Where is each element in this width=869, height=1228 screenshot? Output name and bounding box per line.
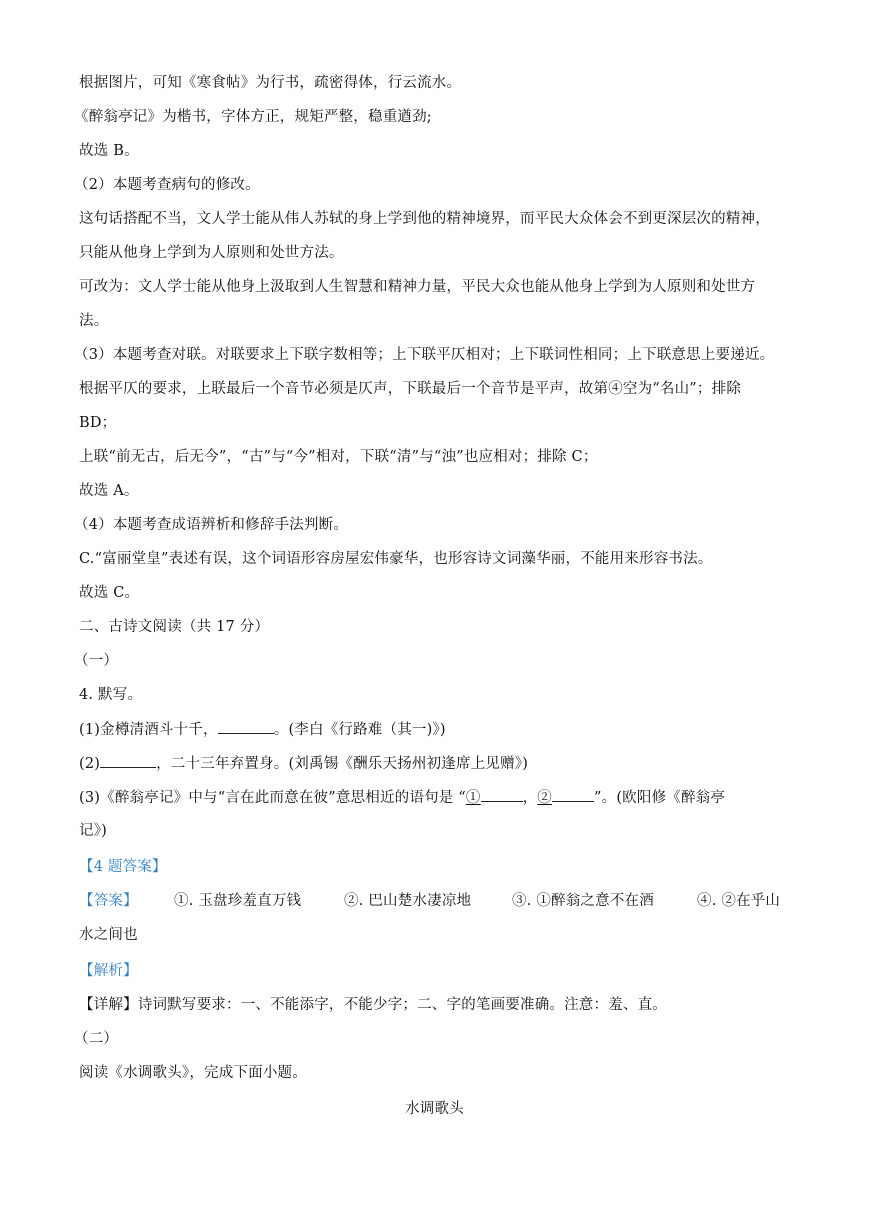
text-line: （4）本题考查成语辨析和修辞手法判断。	[74, 517, 349, 533]
detail-text: 诗词默写要求：一、不能添字，不能少字；二、字的笔画要准确。注意：羞、直。	[137, 997, 668, 1013]
question-2	[79, 753, 799, 774]
answer-item-2: ②. 巴山楚水凄凉地	[344, 893, 472, 909]
subsection-heading: （一）	[74, 653, 119, 669]
answer-item-1: ①. 玉盘珍羞直万钱	[174, 893, 302, 909]
text-line: 《醉翁亭记》为楷书，字体方正，规矩严整，稳重遒劲;	[74, 109, 432, 125]
blank-marker-2: ②	[537, 790, 552, 806]
text-line: （3）本题考查对联。对联要求上下联字数相等；上下联平仄相对；上下联词性相同；上下联意思上要递近。	[74, 347, 775, 363]
text-line: 根据平仄的要求，上联最后一个音节必须是仄声，下联最后一个音节是平声，故第④空为“名山”；排除	[79, 381, 742, 397]
question-3-text: (3)《醉翁亭记》中与“言在此而意在彼”意思相近的语句是 “	[79, 790, 466, 806]
question-1-source: 。(李白《行路难（其一)》)	[273, 722, 446, 738]
question-1-text: (1)金樽清酒斗十千，	[79, 722, 218, 738]
answer-blank	[218, 719, 274, 734]
reading-instruction: 阅读《水调歌头》，完成下面小题。	[79, 1065, 307, 1081]
blank-marker-1: ①	[465, 790, 481, 806]
answer-blank	[481, 787, 523, 802]
answer-item-3: ③. ①醉翁之意不在酒	[512, 893, 654, 909]
text-line: BD；	[79, 415, 117, 431]
question-title: 4. 默写。	[79, 687, 143, 703]
question-1	[79, 719, 799, 740]
answer-item-4: ④. ②在乎山	[697, 893, 781, 909]
question-2-number: (2)	[79, 756, 101, 772]
subsection-heading: （二）	[74, 1031, 119, 1047]
answer-section-header: 【4 题答案】	[79, 859, 167, 875]
text-line: 法。	[79, 313, 109, 329]
poem-title: 水调歌头	[405, 1101, 464, 1117]
text-line: 故选 A。	[79, 483, 139, 499]
text-line: 只能从他身上学到为人原则和处世方法。	[79, 245, 344, 261]
question-3-source: ”。(欧阳修《醉翁亭	[594, 790, 726, 806]
text-line: 故选 B。	[79, 143, 139, 159]
question-3-comma: ，	[522, 790, 538, 806]
detail-label: 【详解】	[79, 997, 138, 1013]
analysis-header: 【解析】	[79, 963, 138, 979]
text-line: 故选 C。	[79, 585, 140, 601]
answer-blank	[100, 753, 156, 768]
question-2-text: ，二十三年弃置身。(刘禹锡《酬乐天扬州初逢席上见赠》)	[156, 756, 529, 772]
answer-blank	[552, 787, 594, 802]
detail-line	[79, 995, 799, 1015]
text-line: 根据图片，可知《寒食帖》为行书，疏密得体，行云流水。	[79, 75, 462, 91]
text-line: C.“富丽堂皇”表述有误，这个词语形容房屋宏伟豪华，也形容诗文词藻华丽，不能用来形容书法。	[79, 551, 713, 567]
answer-label: 【答案】	[79, 893, 138, 909]
text-line: 上联“前无古，后无今”，“古”与“今”相对，下联“清”与“浊”也应相对；排除 C；	[79, 449, 598, 465]
answer-continuation: 水之间也	[79, 927, 138, 943]
text-line: （2）本题考查病句的修改。	[74, 177, 260, 193]
text-line: 可改为：文人学士能从他身上汲取到人生智慧和精神力量，平民大众也能从他身上学到为人原则和处世方	[79, 279, 756, 295]
section-heading: 二、古诗文阅读（共 17 分）	[79, 619, 270, 635]
question-3-continuation: 记》)	[79, 823, 108, 839]
text-line: 这句话搭配不当，文人学士能从伟人苏轼的身上学到他的精神境界，而平民大众体会不到更深层次的精神，	[79, 211, 770, 227]
question-3	[79, 787, 799, 808]
